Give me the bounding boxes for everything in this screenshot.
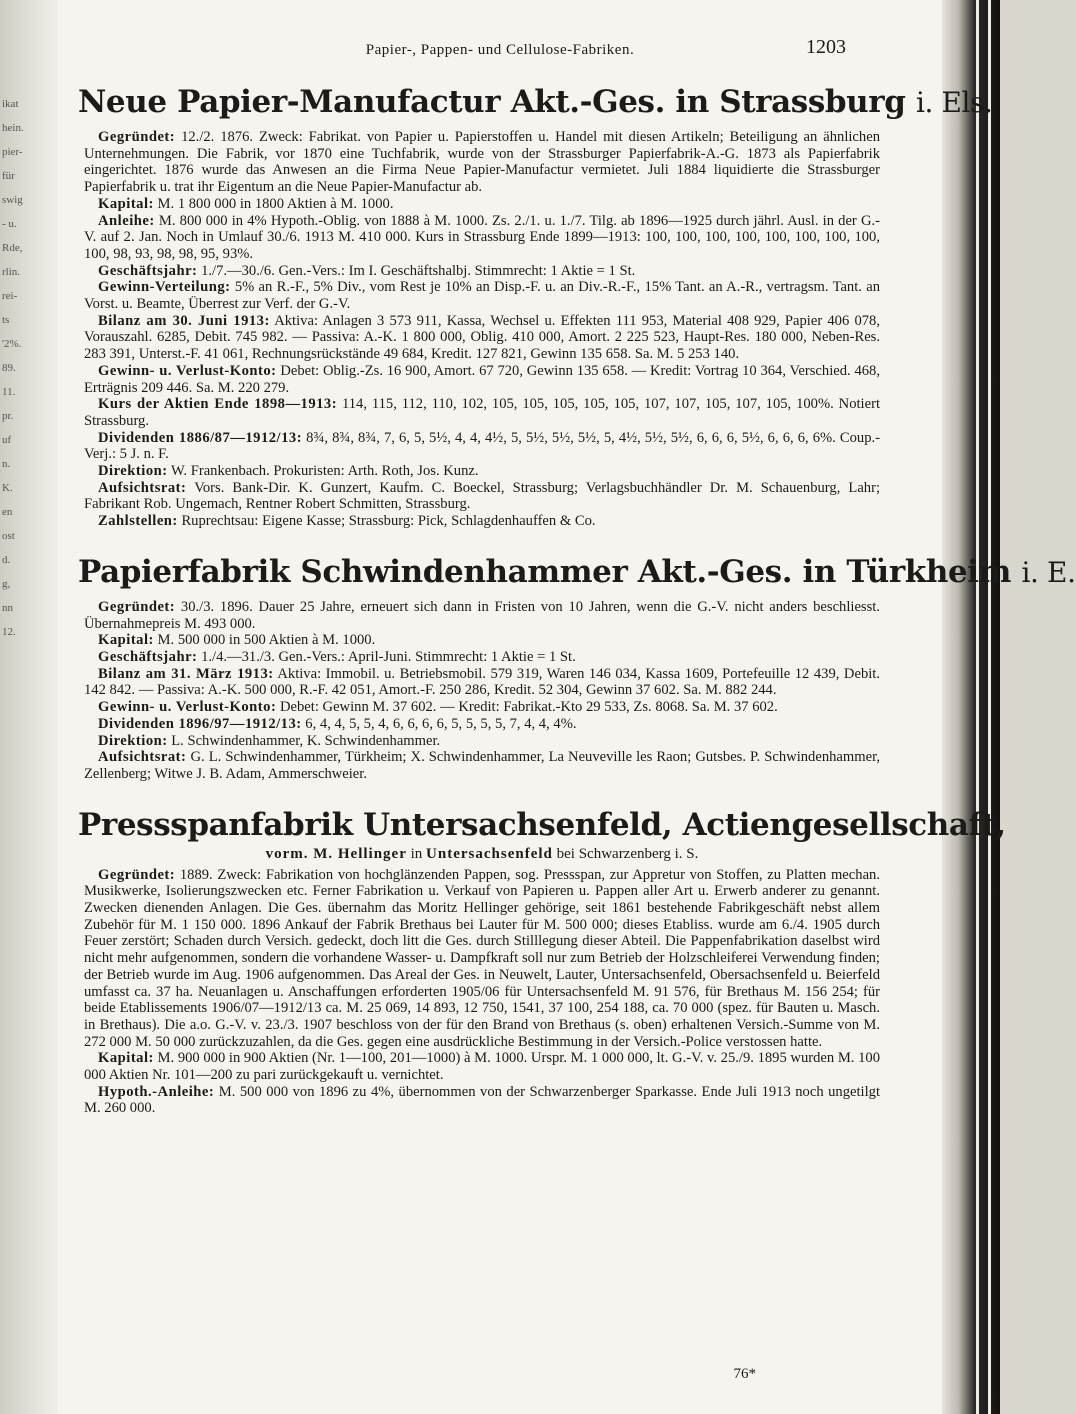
- margin-fragment: ost: [2, 530, 15, 542]
- field-text: 6, 4, 4, 5, 5, 4, 6, 6, 6, 6, 5, 5, 5, 5, 7, 4, 4, 4%.: [305, 715, 577, 732]
- entry-paragraph: [84, 699, 880, 716]
- entry-paragraph: [84, 666, 880, 699]
- running-title: Papier-, Pappen- und Cellulose-Fabriken.: [365, 42, 635, 58]
- company-name: Neue Papier-Manufactur Akt.-Ges. in Strassburg: [78, 84, 906, 120]
- company-name: Papierfabrik Schwindenhammer Akt.-Ges. in Türkheim: [78, 553, 1012, 590]
- field-label: Gewinn-Verteilung:: [98, 279, 231, 296]
- margin-fragment: swig: [2, 194, 23, 206]
- field-text: Ruprechtsau: Eigene Kasse; Strassburg: Pick, Schlagdenhauffen & Co.: [181, 513, 596, 530]
- entry-paragraph: [84, 480, 880, 513]
- entry-paragraph: [84, 649, 880, 666]
- company-entry: [78, 553, 1076, 783]
- entry-paragraph: [84, 213, 880, 263]
- scan-left-margin: [0, 0, 62, 1414]
- field-label: Direktion:: [98, 732, 168, 749]
- subtitle-part: bei Schwarzenberg i. S.: [556, 845, 699, 862]
- field-label: Bilanz am 31. März 1913:: [98, 665, 274, 682]
- subtitle-part: in: [410, 845, 423, 862]
- entry-paragraph: [84, 313, 880, 363]
- margin-fragment: en: [2, 506, 13, 518]
- entry-paragraph: [84, 716, 880, 733]
- company-location: i. E.: [1021, 555, 1076, 589]
- margin-fragment: hein.: [2, 122, 24, 134]
- field-label: Kapital:: [98, 1050, 154, 1067]
- field-text: M. 800 000 in 4% Hypoth.-Oblig. von 1888 à M. 1000. Zs. 2./1. u. 1./7. Tilg. ab 1896—1925 durch jährl. Ausl. in der G.-V. auf 2. Jan. Noch in Umlauf 30./6. 1913 M. 410 000. Kurs in Strassburg Ende 1899—1913: 100, 100, 100, 100, 100, 100, 100, 100, 100, 98, 93, 98, 98, 95, 93%.: [84, 212, 880, 262]
- field-text: G. L. Schwindenhammer, Türkheim; X. Schwindenhammer, La Neuveville les Raon; Gutsbes. P. Schwindenhammer, Zellenberg; Witwe J. B. Adam, Ammerschweier.: [84, 749, 881, 782]
- running-head: [58, 36, 942, 66]
- field-text: M. 500 000 in 500 Aktien à M. 1000.: [157, 632, 376, 649]
- margin-fragment: '2%.: [2, 338, 22, 350]
- field-text: W. Frankenbach. Prokuristen: Arth. Roth, Jos. Kunz.: [170, 463, 479, 480]
- entry-paragraph: [84, 632, 880, 649]
- margin-fragment: - u.: [2, 218, 17, 230]
- page-number: 1203: [806, 36, 846, 58]
- margin-fragment: d.: [2, 554, 11, 566]
- field-text: M. 900 000 in 900 Aktien (Nr. 1—100, 201—1000) à M. 1000. Urspr. M. 1 000 000, lt. G.-V. v. 25./9. 1895 wurden M. 100 000 Aktien Nr. 101—200 zu pari zurückgekauft u. vernichtet.: [84, 1050, 880, 1084]
- field-label: Dividenden 1886/87—1912/13:: [98, 429, 303, 446]
- margin-fragment: K.: [2, 482, 13, 494]
- company-entry: [78, 806, 1006, 1118]
- field-text: 1./7.—30./6. Gen.-Vers.: Im I. Geschäftshalbj. Stimmrecht: 1 Aktie = 1 St.: [201, 262, 636, 279]
- field-label: Anleihe:: [98, 212, 155, 229]
- field-label: Kapital:: [98, 195, 154, 212]
- field-label: Gegründet:: [98, 129, 176, 145]
- company-entry: [78, 84, 993, 530]
- scan-right-edge: [936, 0, 1000, 1414]
- field-label: Gegründet:: [98, 598, 176, 615]
- field-label: Gegründet:: [98, 866, 176, 883]
- field-label: Geschäftsjahr:: [98, 262, 198, 279]
- signature-mark: 76*: [733, 1366, 756, 1382]
- margin-fragment: ikat: [2, 98, 19, 110]
- page-content: [78, 84, 1076, 1141]
- field-label: Kapital:: [98, 632, 154, 649]
- entry-paragraph: [84, 129, 880, 196]
- field-label: Aufsichtsrat:: [98, 479, 187, 496]
- field-label: Geschäftsjahr:: [98, 648, 198, 665]
- entry-paragraph: [84, 263, 880, 280]
- field-text: 30./3. 1896. Dauer 25 Jahre, erneuert sich dann in Fristen von 10 Jahren, wenn die G.-V. nicht anders beschliesst. Übernahmepreis M. 493 000.: [84, 598, 880, 632]
- field-text: Aktiva: Immobil. u. Betriebsmobil. 579 319, Waren 146 034, Kassa 1609, Portefeuille 12 439, Debit. 142 842. — Passiva: A.-K. 500 000, R.-F. 42 051, Amort.-F. 250 286, Kredit. 52 304, Gewinn 37 602. Sa. M. 882 244.: [84, 665, 881, 699]
- subtitle-part: Untersachsenfeld: [426, 845, 553, 862]
- company-title: [78, 84, 993, 121]
- entry-paragraph: [84, 396, 880, 429]
- margin-fragment: uf: [2, 434, 12, 446]
- field-text: L. Schwindenhammer, K. Schwindenhammer.: [171, 732, 441, 749]
- field-text: 8¾, 8¾, 8¾, 7, 6, 5, 5½, 4, 4, 4½, 5, 5½, 5½, 5½, 5, 4½, 5½, 5½, 6, 6, 6, 5½, 6, 6, 6, 6%. Coup.-Verj.: 5 J. n. F.: [84, 429, 881, 463]
- company-subtitle: [84, 845, 880, 863]
- margin-fragment: 12.: [2, 626, 16, 638]
- entry-paragraph: [84, 599, 880, 632]
- margin-fragment: nn: [2, 602, 13, 614]
- entry-paragraph: [84, 513, 880, 530]
- entry-paragraph: [84, 867, 880, 1051]
- margin-fragment: 89.: [2, 362, 16, 374]
- entry-paragraph: [84, 196, 880, 213]
- margin-fragment: Rde,: [2, 242, 23, 254]
- field-label: Gewinn- u. Verlust-Konto:: [98, 699, 277, 716]
- company-title: [78, 553, 1076, 591]
- margin-fragment: rlin.: [2, 266, 21, 278]
- scan-edge-stripe: [976, 0, 979, 1414]
- field-label: Direktion:: [98, 463, 168, 480]
- entry-paragraph: [84, 749, 880, 782]
- entry-paragraph: [84, 279, 880, 312]
- company-location: i. Els.: [915, 86, 993, 119]
- field-text: 114, 115, 112, 110, 102, 105, 105, 105, 105, 105, 107, 107, 105, 107, 105, 100%. Notiert Strassburg.: [84, 396, 881, 429]
- scan-edge-stripe: [988, 0, 991, 1414]
- entry-paragraph: [84, 363, 880, 396]
- field-text: Vors. Bank-Dir. K. Gunzert, Kaufm. C. Boeckel, Strassburg; Verlagsbuchhändler Dr. M. Schauenburg, Lahr; Fabrikant Rob. Ungemach, Rentner Robert Schmitten, Strassburg.: [84, 479, 881, 513]
- field-text: 1./4.—31./3. Gen.-Vers.: April-Juni. Stimmrecht: 1 Aktie = 1 St.: [201, 648, 576, 665]
- field-text: Aktiva: Anlagen 3 573 911, Kassa, Wechsel u. Effekten 111 953, Material 408 929, Papier 406 078, Vorauszahl. 6285, Debit. 745 982. — Passiva: A.-K. 1 800 000, Oblig. 410 000, Amort. 2 225 523, Haupt-Res. 180 000, Neben-Res. 283 391, Unterst.-F. 41 061, Rechnungsrückstände 49 684, Kredit. 127 821, Gewinn 135 658. Sa. M. 5 253 140.: [84, 312, 880, 363]
- field-label: Kurs der Aktien Ende 1898—1913:: [98, 396, 338, 413]
- subtitle-part: vorm. M. Hellinger: [265, 845, 407, 862]
- company-name: Pressspanfabrik Untersachsenfeld, Actiengesellschaft,: [78, 806, 1006, 843]
- field-label: Dividenden 1896/97—1912/13:: [98, 715, 302, 732]
- field-text: Debet: Oblig.-Zs. 16 900, Amort. 67 720, Gewinn 135 658. — Kredit: Vortrag 10 364, Verschied. 468, Erträgnis 209 446. Sa. M. 220 279.: [84, 362, 880, 396]
- field-label: Hypoth.-Anleihe:: [98, 1083, 215, 1100]
- field-text: M. 1 800 000 in 1800 Aktien à M. 1000.: [157, 195, 394, 212]
- margin-fragment: 11.: [2, 386, 16, 398]
- field-label: Gewinn- u. Verlust-Konto:: [98, 362, 277, 379]
- entry-paragraph: [84, 1050, 880, 1083]
- field-label: Bilanz am 30. Juni 1913:: [98, 312, 270, 329]
- field-label: Aufsichtsrat:: [98, 749, 187, 766]
- field-text: 1889. Zweck: Fabrikation von hochglänzenden Pappen, sog. Pressspan, zur Appretur von Stoffen, zu Platten mechan. Musikwerke, Isolierungszwecken etc. Ferner Fabrikation u. Verkauf von Papieren u. Pappen aller Art u. Erwerb anderer zu genannt. Zwecken dienenden Anlagen. Die Ges. übernahm das Moritz Hellinger gehörige, seit 1861 bestehende Fabrikgeschäft nebst allem Zubehör für M. 1 150 000. 1896 Ankauf der Fabrik Brethaus bei Lauter für M. 500 000; dieses Etabliss. wurde am 6./4. 1905 durch Feuer zerstört; Schaden durch Versich. gedeckt, doch litt die Ges. durch Stilllegung dieser Abteil. Die Pappenfabrikation daselbst wird nicht mehr aufgenommen, sondern die vorhandene Wasser- u. Dampfkraft soll nur zum Betrieb der Holzschleiferei Verwendung finden; der Betrieb wurde im Aug. 1906 aufgenommen. Das Areal der Ges. in Neuwelt, Lauter, Untersachsenfeld, Obersachsenfeld u. Beierfeld umfasst ca. 37 ha. Neuanlagen u. Anschaffungen erforderten 1905/06 für Untersachsenfeld M. 91 576, für Brethaus M. 156 254; für beide Etablissements 1906/07—1912/13 ca. M. 25 069, 14 893, 12 750, 1541, 37 100, 254 188, ca. 70 000 (spez. für Bauten u. Masch. in Brethaus). Die a.o. G.-V. v. 23./3. 1907 beschloss von der für den Brand von Brethaus (s. oben) erhaltenen Versich.-Summe von M. 272 000 M. 50 000 zurückzuzahlen, da die Ges. gegen eine ausdrückliche Bestimmung in der Versich.-Police verstossen hatte.: [84, 866, 880, 1050]
- field-text: Debet: Gewinn M. 37 602. — Kredit: Fabrikat.-Kto 29 533, Zs. 8068. Sa. M. 37 602.: [279, 699, 778, 716]
- entry-paragraph: [84, 463, 880, 480]
- margin-fragment: g,: [2, 578, 11, 590]
- field-text: M. 500 000 von 1896 zu 4%, übernommen von der Schwarzenberger Sparkasse. Ende Juli 1913 noch ungetilgt M. 260 000.: [84, 1083, 880, 1117]
- margin-fragment: pr.: [2, 410, 14, 422]
- margin-fragment: n.: [2, 458, 11, 470]
- entry-paragraph: [84, 430, 880, 463]
- field-label: Zahlstellen:: [98, 513, 178, 530]
- document-page: [58, 0, 1076, 1414]
- entry-paragraph: [84, 1084, 880, 1117]
- margin-fragment: für: [2, 170, 15, 182]
- field-text: 5% an R.-F., 5% Div., vom Rest je 10% an Disp.-F. u. an Div.-R.-F., 15% Tant. an A.-R., vertragsm. Tant. an Vorst. u. Beamte, Überrest zur Verf. der G.-V.: [84, 279, 880, 313]
- margin-fragment: pier-: [2, 146, 23, 158]
- field-text: 12./2. 1876. Zweck: Fabrikat. von Papier u. Papierstoffen u. Handel mit diesen Artikeln; Beteiligung an ähnlichen Unternehmungen. Die Fabrik, vor 1870 eine Tuchfabrik, wurde von der Strassburger Papierfabrik-A.-G. 1873 als Papierfabrik eingerichtet. 1876 wurde das Anwesen an die Firma Neue Papier-Manufactur vermietet. Juli 1884 liquidierte die Strassburger Papierfabrik u. trat ihr Eigentum an die Neue Papier-Manufactur ab.: [84, 129, 880, 196]
- margin-fragment: rei-: [2, 290, 18, 302]
- entry-paragraph: [84, 733, 880, 750]
- margin-fragment: ts: [2, 314, 10, 326]
- company-title: [78, 806, 1006, 843]
